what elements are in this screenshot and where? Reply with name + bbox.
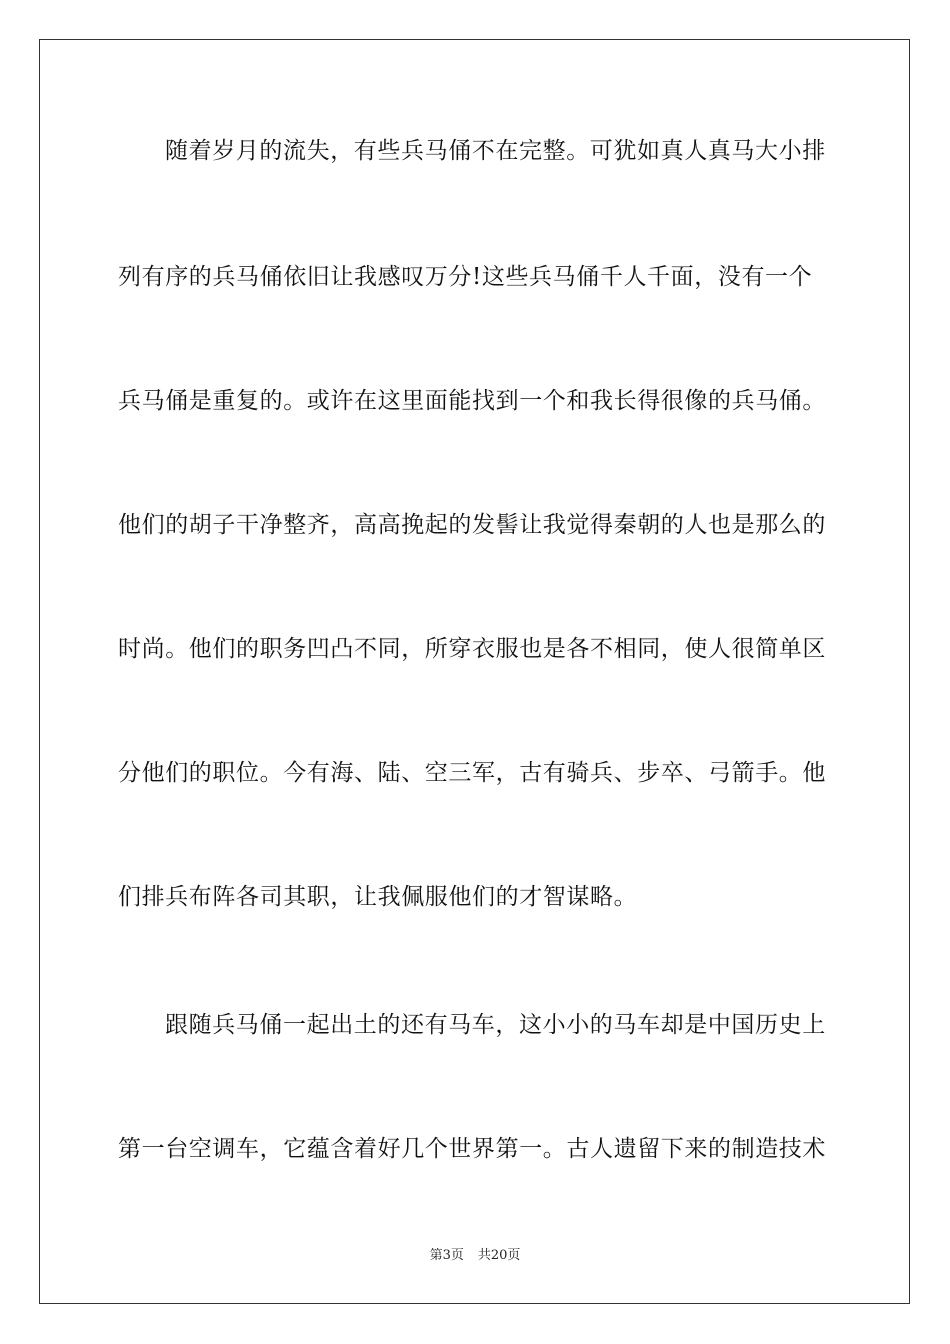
paragraph-line: 们排兵布阵各司其职，让我佩服他们的才智谋略。 bbox=[118, 884, 638, 910]
page-footer bbox=[0, 1247, 950, 1265]
paragraph-line: 随着岁月的流失，有些兵马俑不在完整。可犹如真人真马大小排 bbox=[165, 138, 826, 164]
paragraph-line: 分他们的职位。今有海、陆、空三军，古有骑兵、步卒、弓箭手。他 bbox=[118, 760, 826, 786]
paragraph-line: 列有序的兵马俑依旧让我感叹万分!这些兵马俑千人千面，没有一个 bbox=[118, 264, 813, 290]
paragraph-line: 兵马俑是重复的。或许在这里面能找到一个和我长得很像的兵马俑。 bbox=[118, 388, 826, 414]
paragraph-line: 时尚。他们的职务凹凸不同，所穿衣服也是各不相同，使人很简单区 bbox=[118, 636, 826, 662]
page-number: 第3页 bbox=[429, 1248, 464, 1263]
paragraph-line: 第一台空调车，它蕴含着好几个世界第一。古人遗留下来的制造技术 bbox=[118, 1136, 826, 1162]
page-frame bbox=[39, 39, 910, 1304]
paragraph-line: 他们的胡子干净整齐，高高挽起的发髻让我觉得秦朝的人也是那么的 bbox=[118, 512, 826, 538]
page-total: 共20页 bbox=[477, 1248, 521, 1263]
paragraph-line: 跟随兵马俑一起出土的还有马车，这小小的马车却是中国历史上 bbox=[165, 1012, 826, 1038]
